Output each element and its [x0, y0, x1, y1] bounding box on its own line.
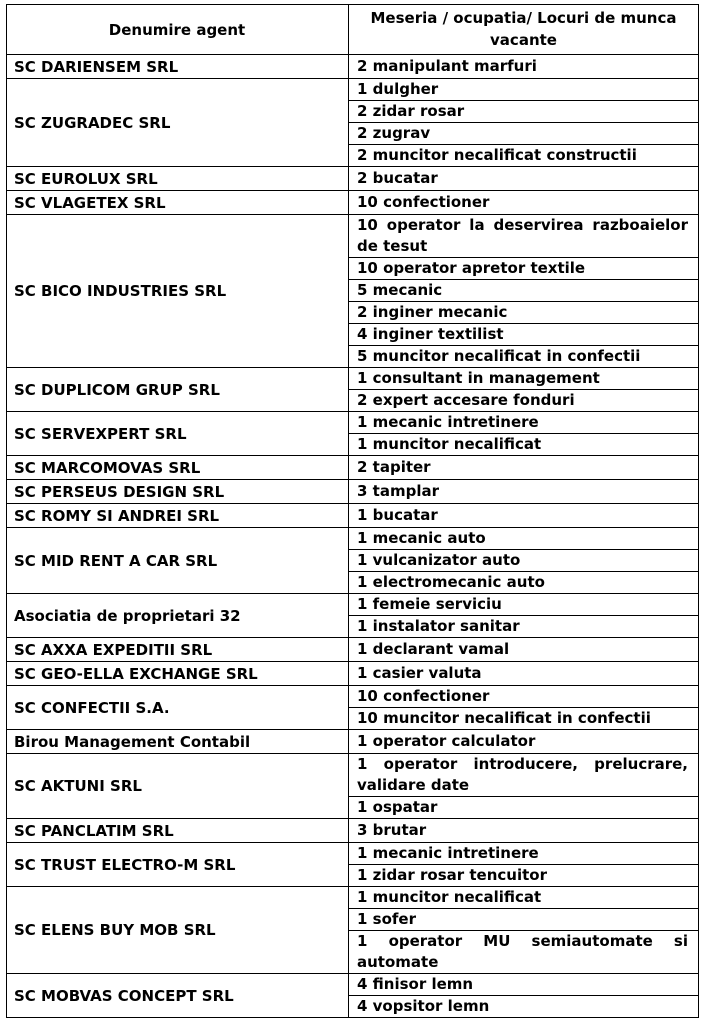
- table-row: [7, 729, 698, 753]
- job-vacancy-cell: 2 bucatar: [357, 169, 438, 187]
- job-vacancy-cell: 1 muncitor necalificat: [349, 433, 698, 455]
- agent-name-cell: [7, 55, 349, 78]
- table-row: [7, 455, 698, 479]
- agent-name: SC EUROLUX SRL: [14, 169, 158, 188]
- vacancies-table: [6, 4, 699, 1018]
- agent-name-cell: [7, 887, 349, 973]
- job-vacancy-cell: 10 muncitor necalificat in confectii: [349, 707, 698, 729]
- job-vacancy-cell: 10 operator la deservirea razboaielor de tesut: [357, 216, 688, 255]
- job-vacancy-cell: 1 casier valuta: [357, 664, 482, 682]
- job-vacancy-cell: 1 mecanic auto: [357, 529, 486, 547]
- job-vacancy-cell: 10 confectioner: [357, 687, 490, 705]
- job-vacancy-cell: 3 tamplar: [357, 482, 439, 500]
- table-row: [7, 685, 698, 729]
- agent-name-cell: [7, 456, 349, 479]
- job-vacancy-cell: 1 mecanic intretinere: [357, 844, 539, 862]
- agent-name: SC AXXA EXPEDITII SRL: [14, 640, 213, 659]
- agent-name: SC ELENS BUY MOB SRL: [14, 921, 216, 939]
- table-row: [7, 973, 698, 1017]
- job-vacancy-cell: 2 muncitor necalificat constructii: [349, 144, 698, 166]
- job-vacancy-cell: 1 bucatar: [357, 506, 438, 524]
- job-vacancy-cell: 5 muncitor necalificat in confectii: [349, 345, 698, 367]
- agent-name-cell: [7, 504, 349, 527]
- job-vacancy-cell: 2 zugrav: [349, 122, 698, 144]
- agent-name: SC ROMY SI ANDREI SRL: [14, 506, 220, 525]
- job-vacancy-cell: 1 operator introducere, prelucrare, validare date: [357, 755, 688, 794]
- agent-name-cell: [7, 662, 349, 685]
- job-vacancy-cell: 1 dulgher: [357, 80, 439, 98]
- job-vacancy-cell: 2 expert accesare fonduri: [349, 389, 698, 411]
- table-row: [7, 78, 698, 166]
- table-row: [7, 753, 698, 818]
- agent-name: SC ZUGRADEC SRL: [14, 113, 171, 132]
- job-vacancies-column: [349, 79, 698, 166]
- agent-name: SC BICO INDUSTRIES SRL: [14, 282, 227, 300]
- job-vacancies-column: [349, 191, 698, 214]
- agent-name: SC MARCOMOVAS SRL: [14, 458, 201, 477]
- job-vacancy-cell: 10 confectioner: [357, 193, 490, 211]
- table-row: [7, 661, 698, 685]
- agent-name-cell: [7, 412, 349, 455]
- header-jobs-column: [349, 5, 698, 54]
- job-vacancy-cell: 1 operator MU semiautomate si automate: [349, 930, 698, 973]
- job-vacancies-column: [349, 594, 698, 637]
- agent-name-cell: [7, 638, 349, 661]
- agent-name-cell: [7, 819, 349, 842]
- agent-name: SC GEO-ELLA EXCHANGE SRL: [14, 664, 258, 683]
- agent-name-cell: [7, 167, 349, 190]
- agent-name: SC AKTUNI SRL: [14, 777, 142, 795]
- agent-name: SC DUPLICOM GRUP SRL: [14, 380, 220, 399]
- agent-name-cell: [7, 686, 349, 729]
- table-header-row: [7, 5, 698, 54]
- job-vacancies-column: [349, 638, 698, 661]
- job-vacancy-cell: 10 operator apretor textile: [349, 257, 698, 279]
- job-vacancies-column: [349, 662, 698, 685]
- agent-name: SC DARIENSEM SRL: [14, 57, 179, 76]
- job-vacancies-column: [349, 686, 698, 729]
- job-vacancy-cell: 3 brutar: [357, 821, 427, 839]
- table-row: [7, 367, 698, 411]
- agent-name-cell: [7, 528, 349, 593]
- job-vacancies-column: [349, 754, 698, 818]
- header-agent-label: Denumire agent: [108, 20, 246, 39]
- agent-name: SC TRUST ELECTRO-M SRL: [14, 855, 236, 874]
- table-row: [7, 818, 698, 842]
- job-vacancy-cell: 2 tapiter: [357, 458, 431, 476]
- agent-name-cell: [7, 368, 349, 411]
- job-vacancy-cell: 2 manipulant marfuri: [357, 57, 537, 75]
- job-vacancy-cell: 1 femeie serviciu: [357, 595, 502, 613]
- job-vacancy-cell: 4 inginer textilist: [349, 323, 698, 345]
- table-row: [7, 842, 698, 886]
- job-vacancies-column: [349, 215, 698, 367]
- job-vacancies-column: [349, 412, 698, 455]
- agent-name: SC PANCLATIM SRL: [14, 821, 174, 840]
- job-vacancy-cell: 1 sofer: [349, 908, 698, 930]
- job-vacancies-column: [349, 730, 698, 753]
- job-vacancies-column: [349, 528, 698, 593]
- job-vacancy-cell: 5 mecanic: [349, 279, 698, 301]
- agent-name: Asociatia de proprietari 32: [14, 606, 241, 625]
- job-vacancy-cell: 4 vopsitor lemn: [349, 995, 698, 1017]
- table-row: [7, 886, 698, 973]
- agent-name-cell: [7, 730, 349, 753]
- agent-name: SC MID RENT A CAR SRL: [14, 551, 218, 570]
- job-vacancy-cell: 1 mecanic intretinere: [357, 413, 539, 431]
- table-row: [7, 479, 698, 503]
- job-vacancy-cell: 1 zidar rosar tencuitor: [349, 864, 698, 886]
- table-row: [7, 503, 698, 527]
- header-jobs-label: Meseria / ocupatia/ Locuri de munca vacante: [370, 9, 677, 49]
- job-vacancy-cell: 4 finisor lemn: [357, 975, 474, 993]
- table-row: [7, 190, 698, 214]
- job-vacancy-cell: 1 consultant in management: [357, 369, 600, 387]
- job-vacancy-cell: 1 instalator sanitar: [349, 615, 698, 637]
- job-vacancies-column: [349, 456, 698, 479]
- job-vacancy-cell: 1 vulcanizator auto: [349, 549, 698, 571]
- agent-name-cell: [7, 843, 349, 886]
- agent-name-cell: [7, 594, 349, 637]
- job-vacancies-column: [349, 974, 698, 1017]
- table-row: [7, 411, 698, 455]
- agent-name-cell: [7, 79, 349, 166]
- table-row: [7, 214, 698, 367]
- agent-name: SC CONFECTII S.A.: [14, 698, 170, 717]
- header-agent-cell: [7, 5, 349, 54]
- agent-name: Birou Management Contabil: [14, 732, 251, 751]
- table-row: [7, 54, 698, 78]
- job-vacancies-column: [349, 55, 698, 78]
- job-vacancy-cell: 1 electromecanic auto: [349, 571, 698, 593]
- agent-name-cell: [7, 215, 349, 367]
- job-vacancy-cell: 1 ospatar: [349, 796, 698, 818]
- table-row: [7, 637, 698, 661]
- job-vacancies-column: [349, 480, 698, 503]
- job-vacancies-column: [349, 843, 698, 886]
- job-vacancies-column: [349, 504, 698, 527]
- table-row: [7, 527, 698, 593]
- agent-name: SC VLAGETEX SRL: [14, 193, 166, 212]
- agent-name-cell: [7, 191, 349, 214]
- table-row: [7, 593, 698, 637]
- job-vacancies-column: [349, 819, 698, 842]
- job-vacancies-column: [349, 167, 698, 190]
- agent-name-cell: [7, 754, 349, 818]
- job-vacancy-cell: 1 declarant vamal: [357, 640, 510, 658]
- job-vacancy-cell: 2 zidar rosar: [349, 100, 698, 122]
- table-row: [7, 166, 698, 190]
- agent-name: SC PERSEUS DESIGN SRL: [14, 482, 225, 501]
- agent-name-cell: [7, 480, 349, 503]
- job-vacancy-cell: 1 operator calculator: [357, 732, 536, 750]
- job-vacancies-column: [349, 368, 698, 411]
- job-vacancy-cell: 2 inginer mecanic: [349, 301, 698, 323]
- agent-name: SC SERVEXPERT SRL: [14, 424, 187, 443]
- job-vacancy-cell: 1 muncitor necalificat: [357, 888, 542, 906]
- agent-name: SC MOBVAS CONCEPT SRL: [14, 986, 234, 1005]
- agent-name-cell: [7, 974, 349, 1017]
- job-vacancies-column: [349, 887, 698, 973]
